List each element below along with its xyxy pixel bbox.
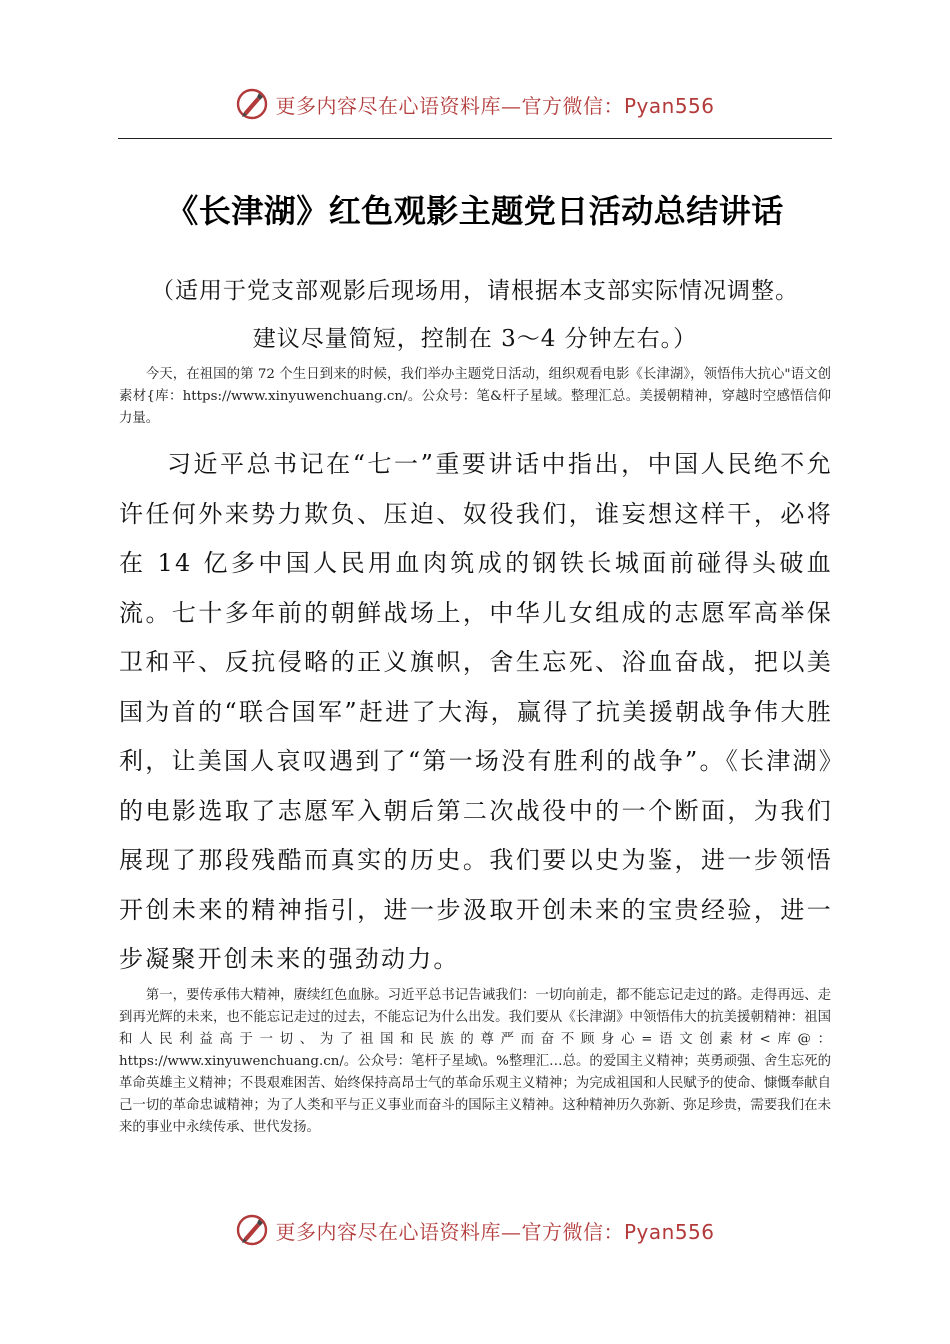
page-header: [0, 84, 950, 124]
header-separator: —: [500, 93, 522, 118]
footer-brand: [235, 1213, 714, 1247]
header-divider: [118, 138, 832, 139]
footer-brand-name: 更多内容尽在心语资料库: [275, 1219, 501, 1244]
footer-brand-text: [275, 1216, 714, 1245]
header-brand-name: 更多内容尽在心语资料库: [275, 93, 501, 118]
footer-wechat-id: Pyan556: [623, 1219, 715, 1244]
footer-separator: —: [500, 1219, 522, 1244]
header-brand: [235, 87, 714, 121]
page-title: 《长津湖》红色观影主题党日活动总结讲话: [166, 192, 784, 230]
pen-logo-icon: [235, 87, 269, 121]
header-wechat-id: Pyan556: [623, 93, 715, 118]
first-point-paragraph: 第一，要传承伟大精神，赓续红色血脉。习近平总书记告诫我们：一切向前走，都不能忘记走过的路。走得再远、走到再光辉的未来，也不能忘记走过的过去，不能忘记为什么出发。我们要从《长津湖》中领悟伟大的抗美援朝精神：祖国和人民利益高于一切、为了祖国和民族的尊严而奋不顾身心=语文创素材<库@：https://www.xinyuwenchuang.cn/。公众号：笔杆子星域\。%整理汇…总。的爱国主义精神；英勇顽强、舍生忘死的革命英雄主义精神；不畏艰难困苦、始终保持高昂士气的革命乐观主义精神；为完成祖国和人民赋予的使命、慷慨奉献自己一切的革命忠诚精神；为了人类和平与正义事业而奋斗的国际主义精神。这种精神历久弥新、弥足珍贵，需要我们在未来的事业中永续传承、世代发扬。: [119, 988, 831, 1135]
header-brand-text: [275, 90, 714, 119]
pen-logo-icon: [235, 1213, 269, 1247]
usage-note-line-2: 建议尽量简短，控制在 3～4 分钟左右。）: [252, 326, 698, 352]
usage-note-line-1: （适用于党支部观影后现场用，请根据本支部实际情况调整。: [151, 278, 799, 304]
main-paragraph: 习近平总书记在“七一”重要讲话中指出，中国人民绝不允许任何外来势力欺负、压迫、奴役我们，谁妄想这样干，必将在 14 亿多中国人民用血肉筑成的钢铁长城面前碰得头破血流。七十多年前的朝鲜战场上，中华儿女组成的志愿军高举保卫和平、反抗侵略的正义旗帜，舍生忘死、浴血奋战，把以美国为首的“联合国军”赶进了大海，赢得了抗美援朝战争伟大胜利，让美国人哀叹遇到了“第一场没有胜利的战争”。《长津湖》的电影选取了志愿军入朝后第二次战役中的一个断面，为我们展现了那段残酷而真实的历史。我们要以史为鉴，进一步领悟开创未来的精神指引，进一步汲取开创未来的宝贵经验，进一步凝聚开创未来的强劲动力。: [119, 450, 833, 973]
intro-paragraph: 今天，在祖国的第 72 个生日到来的时候，我们举办主题党日活动，组织观看电影《长津湖》，领悟伟大抗心"语文创素材{库：https://www.xinyuwenchuang.cn/。公众号：笔&杆子星域。整理汇总。美援朝精神，穿越时空感悟信仰力量。: [119, 367, 831, 426]
header-contact-label: 官方微信：: [521, 93, 624, 118]
page-footer: [0, 1210, 950, 1250]
footer-contact-label: 官方微信：: [521, 1219, 624, 1244]
